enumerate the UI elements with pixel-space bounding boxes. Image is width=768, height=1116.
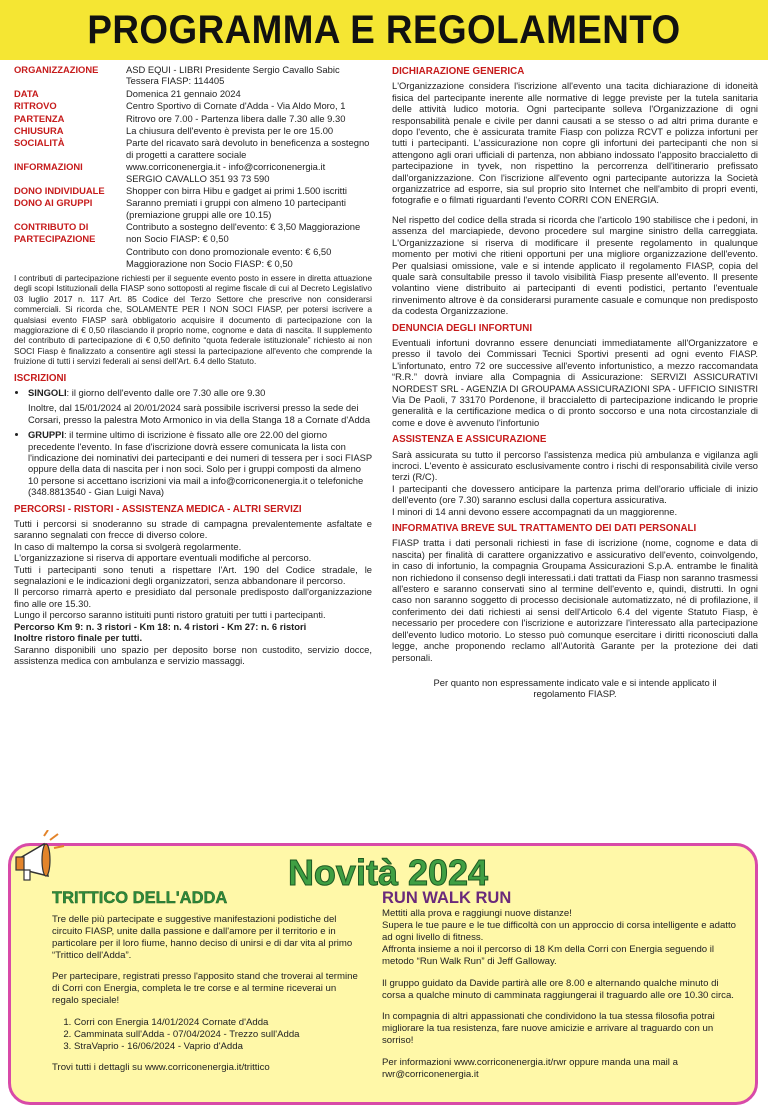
gruppi-text: : il termine ultimo di iscrizione è fissato alle ore 22.00 del giorno precedente l'evento. In fase d'iscrizione dovrà essere comunicata la lista con l'indicazione dei nominativi dei partecipanti e dei numeri di tessera per i soci FIASP oppure della data di nascita per i non soci. Solo per i gruppi composti da almeno 10 persone si accettano iscrizioni via mail a info@corriconenergia.it o telefoniche (348.8813540 - Gian Luigi Nava) — [28, 429, 372, 498]
rwr-contact[interactable]: Per informazioni www.corriconenergia.it/rwr oppure manda una mail a rwr@corriconenergia.it — [382, 1056, 678, 1080]
list-item: 2. Camminata sull'Adda - 07/04/2024 - Trezzo sull'Adda — [74, 1029, 364, 1041]
info-label: DONO AI GRUPPI — [14, 197, 93, 209]
info-row-dono-individuale — [14, 185, 372, 196]
info-label: ORGANIZZAZIONE — [14, 64, 99, 75]
novita-title: Novità 2024 — [287, 852, 489, 893]
denuncia-heading: DENUNCIA DEGLI INFORTUNI — [392, 322, 533, 334]
assistenza-p2: I partecipanti che dovessero anticipare la partenza prima dell'orario ufficiale di inizio dell'evento (ore 7.30) saranno esclusi dalla copertura assicurativa. — [392, 482, 758, 506]
info-value — [126, 161, 372, 184]
trittico-list — [52, 1017, 364, 1053]
info-row-socialita — [14, 137, 372, 160]
iscrizioni-heading: ISCRIZIONI — [14, 372, 67, 384]
list-item — [28, 429, 372, 497]
info-row-organizzazione — [14, 64, 372, 87]
singoli-text: : il giorno dell'evento dalle ore 7.30 alle ore 9.30 — [66, 386, 266, 398]
percorsi-text — [14, 518, 372, 666]
gruppi-label: GRUPPI — [28, 429, 64, 441]
list-item: 3. StraVaprio - 16/06/2024 - Vaprio d'Adda — [74, 1041, 364, 1053]
info-label: RITROVO — [14, 100, 57, 112]
rwr-p2: Supera le tue paure e le tue difficoltà con un approccio di corsa intelligente e adatto ad ogni livello di fitness. — [382, 920, 736, 943]
info-row-data — [14, 88, 372, 99]
info-row-chiusura — [14, 125, 372, 136]
denuncia-text: Eventuali infortuni dovranno essere denunciati immediatamente all'Organizzatore e presso il tavolo dei Commissari Tecnici Sportivi presenti ad ogni evento FIASP. L'infortunato, entro 72 ore successive all'evento infortunistico, a mezzo raccomandata “R.R.” dovrà inviare alla Compagnia di Assicurazione: SERVIZI ASSICURATIVI NORDEST SRL - AGENZIA DI GROUPAMA ASSICURAZIONI SPA - UFFICIO SINISTRI Via De Paoli, 7 33170 Pordenone, il braccialetto di partecipazione indicando le proprie generalità e la certificazione medica o di pronto soccorso e una nota circostanziale di come e dove è avvenuto l'infortunio — [392, 336, 758, 428]
rwr-p3: Affronta insieme a noi il percorso di 18 Km della Corri con Energia seguendo il metodo “Run Walk Run” di Jeff Galloway. — [382, 944, 715, 967]
page-title: PROGRAMMA E REGOLAMENTO — [87, 8, 681, 52]
fiasp-note: I contributi di partecipazione richiesti per il seguente evento posto in essere in diretta attuazione degli scopi Istituzionali della FIASP sono sottoposti al regime fiscale di cui al Decreto Legislativo 03 luglio 2017 n. 117 Art. 85 Codice del Terzo Settore che prescrive non considerarsi commerciali. Si ricorda che, SOLAMENTE PER I NON SOCI FIASP, per potersi iscrivere a qualsiasi evento FIASP sarà obbligatorio acquisire il documento di partecipazione con la maggiorazione di € 0,50 rilasciando il proprio nome, cognome e data di nascita. Il supplemento del contributo di partecipazione di € 0,50 definito “quota federale istituzionale” richiesto ai non SOCI Fiasp è finalizzato a consentire agli stessi la partecipazione all'evento che comprende la fruizione di tutti i servizi federali ai sensi dell'Art. 6.4 dello Statuto. — [14, 272, 372, 367]
list-item: 1. Corri con Energia 14/01/2024 Cornate d'Adda — [74, 1017, 364, 1029]
percorsi-p5: Il percorso rimarrà aperto e presidiato dal personale predisposto dall'organizzazione fino alle ore 15.30. — [14, 586, 372, 609]
iscrizioni-list — [14, 387, 372, 498]
percorsi-p9: Saranno disponibili uno spazio per deposito borse non custodito, servizio docce, assistenza medica con ambulanza e servizio massaggi. — [14, 643, 372, 666]
info-label: CHIUSURA — [14, 125, 64, 137]
info-value: Ritrovo ore 7.00 - Partenza libera dalle 7.30 alle 9.30 — [126, 112, 346, 124]
info-value: Shopper con birra Hibu e gadget ai primi 1.500 iscritti — [126, 185, 347, 197]
info-value — [126, 221, 372, 269]
percorsi-ristori: Percorso Km 9: n. 3 ristori - Km 18: n. 4 ristori - Km 27: n. 6 ristori — [14, 620, 307, 632]
trittico-p1: Tre delle più partecipate e suggestive manifestazioni podistiche del circuito FIASP, unite dalla passione e dall'amore per il territorio e in particolare per il loro fiume, hanno deciso di unirsi e di dar vita al primo “Trittico dell'Adda”. — [52, 913, 353, 961]
header-banner — [0, 0, 768, 60]
info-value: Saranno premiati i gruppi con almeno 10 partecipanti (premiazione gruppi alle ore 10.15) — [126, 197, 346, 220]
trittico-section — [52, 889, 364, 1084]
assistenza-p3: I minori di 14 anni devono essere accompagnati da un maggiorenne. — [392, 505, 678, 517]
rwr-p1: Mettiti alla prova e raggiungi nuove distanze! — [382, 908, 572, 919]
percorsi-p2: In caso di maltempo la corsa si svolgerà regolarmente. — [14, 540, 242, 552]
info-value: La chiusura dell'evento è prevista per le ore 15.00 — [126, 125, 334, 137]
info-row-ritrovo — [14, 100, 372, 111]
trittico-title: TRITTICO DELL'ADDA — [52, 889, 228, 907]
rwr-title: RUN WALK RUN — [382, 889, 512, 907]
rwr-p4: Il gruppo guidato da Davide partirà alle ore 8.00 e alternando qualche minuto di corsa a qualche minuto di camminata raggiungerai il traguardo alle ore 10.30 circa. — [382, 977, 734, 1001]
percorsi-p1: Tutti i percorsi si snoderanno su strade di campagna prevalentemente asfaltate e saranno segnalati con frecce di diverso colore. — [14, 518, 372, 541]
singoli-extra: Inoltre, dal 15/01/2024 al 20/01/2024 sarà possibile iscriversi presso la sede dei Corsari, presso la palestra Moto Armonico in via della Stanga 18 a Cornate d'Adda — [28, 402, 371, 425]
info-label: DONO INDIVIDUALE — [14, 185, 105, 197]
singoli-label: SINGOLI — [28, 386, 67, 398]
info-label: INFORMAZIONI — [14, 161, 83, 173]
dichiarazione-text: L'Organizzazione considera l'iscrizione all'evento una tacita dichiarazione di idoneità fisica del partecipante inerente alle normative di legge previste per la tutela sanitaria delle attività ludico motoria. Ogni partecipante solleva l'Organizzazione di ogni responsabilità penale e civile per danni causati a se stesso o ad altri prima durante e dopo l'evento, che è assicurata tramite Fiasp con polizza RCVT e polizza infortuni per tutti i partecipanti. L'assicurazione non copre gli infortuni dei partecipanti che non si attengono agli orari ufficiali di partenza, non abbiano indossato l'apposito braccialetto di partecipazione in tyvek, non rispettino la percorrenza dell'itinerario prefissato dall'organizzazione. Con l'iscrizione all'evento ogni partecipante autorizza la Società organizzatrice ad esporre, sia sul proprio sito Internet che nell'ambito di propri eventi, fotografie e o filmati riguardanti l'evento CORRI CON ENERGIA. — [392, 80, 758, 206]
rwr-p5: In compagnia di altri appassionati che condividono la tua stessa filosofia potrai migliorare la tua resistenza, fare nuove amicizie e arrivare al traguardo con un sorriso! — [382, 1011, 715, 1047]
percorsi-p4: Tutti i partecipanti sono tenuti a rispettare l'Art. 190 del Codice stradale, le segnalazioni e le indicazioni degli organizzatori, senza abbandonare il percorso. — [14, 563, 372, 587]
info-row-informazioni — [14, 161, 372, 184]
dichiarazione-heading: DICHIARAZIONE GENERICA — [392, 66, 525, 77]
info-label: CONTRIBUTO DI PARTECIPAZIONE — [14, 221, 96, 244]
list-item — [28, 387, 372, 425]
percorsi-p3: L'organizzazione si riserva di apportare eventuali modifiche al percorso. — [14, 552, 312, 564]
privacy-heading: INFORMATIVA BREVE SUL TRATTAMENTO DEI DATI PERSONALI — [392, 523, 697, 535]
info-row-contributo — [14, 221, 372, 269]
percorsi-p6: Lungo il percorso saranno istituiti punti ristoro gratuiti per tutti i partecipanti. — [14, 609, 326, 621]
info-value: Centro Sportivo di Cornate d'Adda - Via Aldo Moro, 1 — [126, 100, 346, 112]
contributo-dono: Contributo con dono promozionale evento: € 6,50 Maggiorazione non Socio FIASP: € 0,50 — [126, 246, 332, 269]
assistenza-text — [392, 449, 758, 517]
info-label: SOCIALITÀ — [14, 137, 65, 149]
assistenza-p1: Sarà assicurata su tutto il percorso l'assistenza medica più ambulanza e vigilanza agli incroci. L'evento è assicurato esclusivamente contro i rischi di responsabilità civile verso terzi (R/C). — [392, 448, 758, 483]
right-column — [392, 64, 758, 700]
assistenza-heading: ASSISTENZA E ASSICURAZIONE — [392, 434, 547, 446]
final-note: Per quanto non espressamente indicato vale e si intende applicato il regolamento FIASP. — [433, 676, 717, 700]
rwr-section — [382, 889, 742, 1090]
privacy-text: FIASP tratta i dati personali richiesti in fase di iscrizione (nome, cognome e data di nascita) per finalità di carattere organizzativo e assicurativo dell'evento, coinvolgendo, in caso di infortunio, la compagnia Groupama Assicurazioni S.p.A. entrambe le finalità non richiedono il consenso degli interessati.i dati trattati da Fiasp non saranno trasmessi all'estero e saranno conservati sino al termine dell'evento e, quindi, distrutti. In ogni caso non saranno soggetto di processo decisionale automatizzato, né di profilazione, il conferimento dei dati richiesti ai sensi dell'Articolo 6.4 del vigente Statuto Fiasp, è necessario per procedere con l'iscrizione e autorizzare l'interessato alla partecipazione dell'evento ludico motorio. Lo stesso può comunque esercitare i diritti riconosciuti dalla legge, anche proponendo reclamo all'Autorità Garante per la protezione dei dati personali. — [392, 537, 758, 663]
info-label: DATA — [14, 87, 39, 99]
info-website[interactable]: www.corriconenergia.it - info@corriconenergia.it — [126, 161, 326, 173]
info-label: PARTENZA — [14, 112, 65, 124]
contributo-base: Contributo a sostegno dell'evento: € 3,50 Maggiorazione non Socio FIASP: € 0,50 — [126, 221, 361, 244]
trittico-footer[interactable]: Trovi tutti i dettagli su www.corriconenergia.it/trittico — [52, 1062, 270, 1074]
percorsi-heading: PERCORSI - RISTORI - ASSISTENZA MEDICA - ALTRI SERVIZI — [14, 503, 302, 515]
megaphone-icon — [14, 830, 66, 890]
info-row-partenza — [14, 113, 372, 124]
info-value: ASD EQUI - LIBRI Presidente Sergio Cavallo Sabic Tessera FIASP: 114405 — [126, 64, 340, 87]
trittico-p2: Per partecipare, registrati presso l'apposito stand che troverai al termine di Corri con Energia, completa le tre corse e al termine riceverai un regalo speciale! — [52, 971, 358, 1007]
info-value: Domenica 21 gennaio 2024 — [126, 87, 241, 99]
percorsi-ristoro-finale: Inoltre ristoro finale per tutti. — [14, 632, 143, 644]
codice-strada-text: Nel rispetto del codice della strada si ricorda che l'articolo 190 stabilisce che i pedoni, in assenza del marciapiede, devono procedere sul margine sinistro della carreggiata. L'Organizzazione si riserva di modificare il presente regolamento in qualunque momento per motivi che ritieni opportuni per una migliore organizzazione dell'evento. Per qualsiasi omissione, vale e si intende applicato il regolamento FIASP, copia del quale sarà consultabile presso il tavolo visibilità Fiasp presente all'evento. Il presente volantino viene distribuito ai partecipanti di eventi podistici, pertanto l'eventuale rinvenimento altrove è da considerarsi puramente casuale e comunque non predisposto da codesta Organizzazione. — [392, 213, 758, 317]
info-phone: SERGIO CAVALLO 351 93 73 590 — [126, 172, 270, 184]
info-value: Parte del ricavato sarà devoluto in beneficenza a sostegno di progetti a carattere sociale — [126, 137, 370, 160]
left-column — [14, 64, 372, 669]
info-row-dono-gruppi — [14, 197, 372, 220]
